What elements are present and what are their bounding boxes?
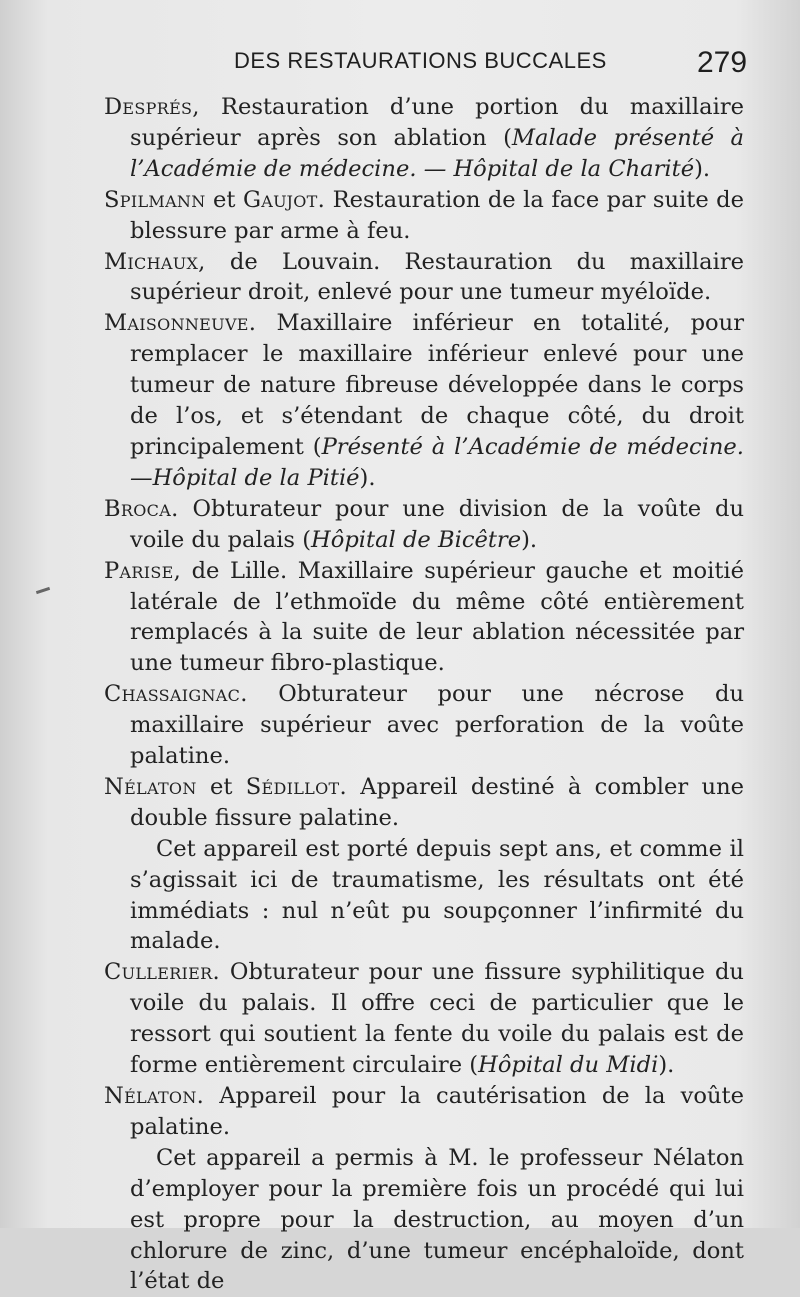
- entry-cullerier: [104, 957, 744, 1081]
- entry-italic: Hôpital du Midi: [478, 1052, 659, 1079]
- entry-end: ).: [658, 1052, 675, 1079]
- entry-chassaignac: [104, 679, 744, 772]
- running-title: DES RESTAURATIONS BUCCALES: [234, 48, 607, 73]
- page-header: [0, 48, 800, 88]
- entry-italic: Hôpital de Bicêtre: [311, 526, 522, 553]
- author-name: Parise,: [104, 557, 182, 584]
- author-name-2: Gaujot.: [242, 186, 326, 213]
- entry-text-2: Appareil destiné à combler une double fissure palatine.: [130, 773, 744, 831]
- entry-text: et: [196, 773, 246, 800]
- entry-italic: Malade présenté à l’Académie de médecine. — Hôpital de la Charité: [130, 124, 744, 182]
- entry-text: Maxillaire inférieur en totalité, pour remplacer le maxillaire inférieur enlevé pour une tumeur de nature fibreuse développée dans le corps de l’os, et s’étendant de chaque côté, du droit principalement (: [130, 310, 744, 460]
- margin-mark: [36, 587, 50, 594]
- entry-end: ).: [359, 464, 376, 491]
- entry-text: de Louvain. Restauration du maxillaire supérieur droit, enlevé pour une tumeur myéloïde.: [130, 248, 744, 306]
- entry-end: ).: [521, 526, 538, 553]
- author-name: Maisonneuve.: [104, 310, 257, 337]
- entry-text: Obturateur pour une fissure syphilitique du voile du palais. Il offre ceci de particulier que le ressort qui soutient la fente du voile du palais est de forme entièrement circulaire (: [130, 959, 744, 1079]
- entry-parise: [104, 556, 744, 680]
- entry-nelaton: [104, 1081, 744, 1143]
- entry-maisonneuve: [104, 308, 744, 493]
- body-text: [104, 92, 744, 1297]
- entry-end: ).: [694, 155, 711, 182]
- entry-italic: Présenté à l’Académie de médecine.—Hôpital de la Pitié: [130, 433, 744, 491]
- entry-text: Obturateur pour une nécrose du maxillaire supérieur avec perforation de la voûte palatine.: [130, 681, 744, 770]
- entry-michaux: [104, 247, 744, 309]
- author-name-2: Sédillot.: [245, 773, 347, 800]
- page-number: 279: [697, 46, 748, 79]
- author-name: Nélaton: [104, 773, 197, 800]
- entry-text: de Lille. Maxillaire supérieur gauche et moitié latérale de l’ethmoïde du même côté entièrement remplacés à la suite de leur ablation nécessitée par une tumeur fibro-plastique.: [130, 557, 744, 677]
- entry-text: Appareil pour la cautérisation de la voûte palatine.: [130, 1083, 744, 1140]
- entry-note: Cet appareil est porté depuis sept ans, et comme il s’agissait ici de traumatisme, les résultats ont été immédiats : nul n’eût pu soupçonner l’infirmité du malade.: [130, 835, 744, 955]
- entry-despres: [104, 92, 744, 185]
- author-name: Després,: [104, 94, 200, 120]
- author-name: Cullerier.: [104, 959, 220, 986]
- author-name: Chassaignac.: [104, 681, 248, 708]
- author-name: Michaux,: [104, 248, 206, 275]
- entry-text-2: Restauration de la face par suite de blessure par arme à feu.: [130, 186, 744, 244]
- author-name: Broca.: [104, 495, 179, 522]
- entry-note: Cet appareil a permis à M. le professeur Nélaton d’employer pour la première fois un procédé qui lui est propre pour la destruction, au moyen d’un chlorure de zinc, d’une tumeur encéphaloïde, dont l’état de: [130, 1144, 744, 1295]
- entry-text: Obturateur pour une division de la voûte du voile du palais (: [130, 495, 744, 553]
- author-name: Spilmann: [104, 186, 206, 213]
- entry-nelaton-sedillot: [104, 772, 744, 834]
- entry-text: Restauration d’une portion du maxillaire supérieur après son ablation (: [130, 94, 744, 151]
- entry-broca: [104, 494, 744, 556]
- entry-spilmann-gaujot: [104, 185, 744, 247]
- author-name: Nélaton.: [104, 1083, 205, 1109]
- entry-text: et: [205, 186, 243, 213]
